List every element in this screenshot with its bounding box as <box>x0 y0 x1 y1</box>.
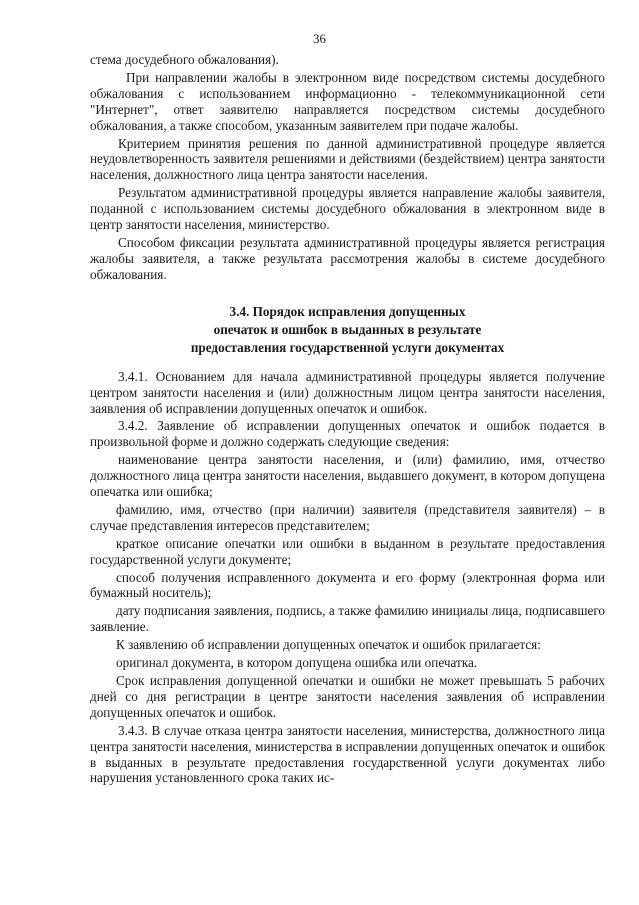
section-heading <box>90 303 605 357</box>
list-item-center-name: наименование центра занятости населения, и (или) фамилию, имя, отчество должностного лица центра занятости населения, выдавшего документ, в котором допущена опечатка или ошибка; <box>90 452 605 500</box>
list-item-receipt-method: способ получения исправленного документа и его форму (электронная форма или бумажный носитель); <box>90 569 605 601</box>
paragraph-decision-criterion: Критерием принятия решения по данной административной процедуре является неудовлетворенность заявителя решениями и действиями (бездействием) центра занятости населения, должностного лица центра занятости населения. <box>90 135 605 183</box>
document-body <box>90 52 605 786</box>
list-item-error-description: краткое описание опечатки или ошибки в выданном в результате предоставления государственной услуги документе; <box>90 535 605 567</box>
section-heading-line: 3.4. Порядок исправления допущенных <box>229 303 466 319</box>
paragraph-3-4-1: 3.4.1. Основанием для начала административной процедуры является получение центром занятости населения и (или) должностным лицом центра занятости населения, заявления об исправлении допущенных опечаток и ошибок. <box>90 368 605 416</box>
section-heading-line: опечаток и ошибок в выданных в результате <box>213 321 482 337</box>
list-item-applicant-name: фамилию, имя, отчество (при наличии) заявителя (представителя заявителя) – в случае представления интересов представителем; <box>90 501 605 533</box>
paragraph-electronic-complaint: При направлении жалобы в электронном виде посредством системы досудебного обжалования с использованием информационно - телекоммуникационной сети "Интернет", ответ заявителю направляется посредством системы досудебного обжалования, а также способом, указанным заявителем при подаче жалобы. <box>90 69 605 133</box>
page-number: 36 <box>313 31 326 46</box>
section-heading-line: предоставления государственной услуги документах <box>190 339 505 355</box>
list-item-original-document: оригинал документа, в котором допущена ошибка или опечатка. <box>116 655 478 671</box>
paragraph-attachment: К заявлению об исправлении допущенных опечаток и ошибок прилагается: <box>116 637 541 653</box>
list-item-signature-date: дату подписания заявления, подпись, а также фамилию инициалы лица, подписавшего заявление. <box>90 603 605 635</box>
paragraph-result-registration: Способом фиксации результата административной процедуры является регистрация жалобы заявителя, а также результата рассмотрения жалобы в системе досудебного обжалования. <box>90 234 605 282</box>
paragraph-3-4-2: 3.4.2. Заявление об исправлении допущенных опечаток и ошибок подается в произвольной форме и должно содержать следующие сведения: <box>90 418 605 450</box>
paragraph-correction-deadline: Срок исправления допущенной опечатки и ошибки не может превышать 5 рабочих дней со дня регистрации в центре занятости населения заявления об исправлении допущенных опечаток и ошибок. <box>90 673 605 720</box>
paragraph-continuation: стема досудебного обжалования). <box>90 52 279 67</box>
paragraph-3-4-3: 3.4.3. В случае отказа центра занятости населения, министерства, должностного лица центра занятости населения, министерства в исправлении допущенных опечаток и ошибок в выданных в результате предоставления государственной услуги документах либо нарушения установленного срока таких ис- <box>90 722 605 786</box>
paragraph-procedure-result: Результатом административной процедуры является направление жалобы заявителя, поданной с использованием системы досудебного обжалования в электронном виде в центр занятости населения, министерство. <box>90 185 605 233</box>
